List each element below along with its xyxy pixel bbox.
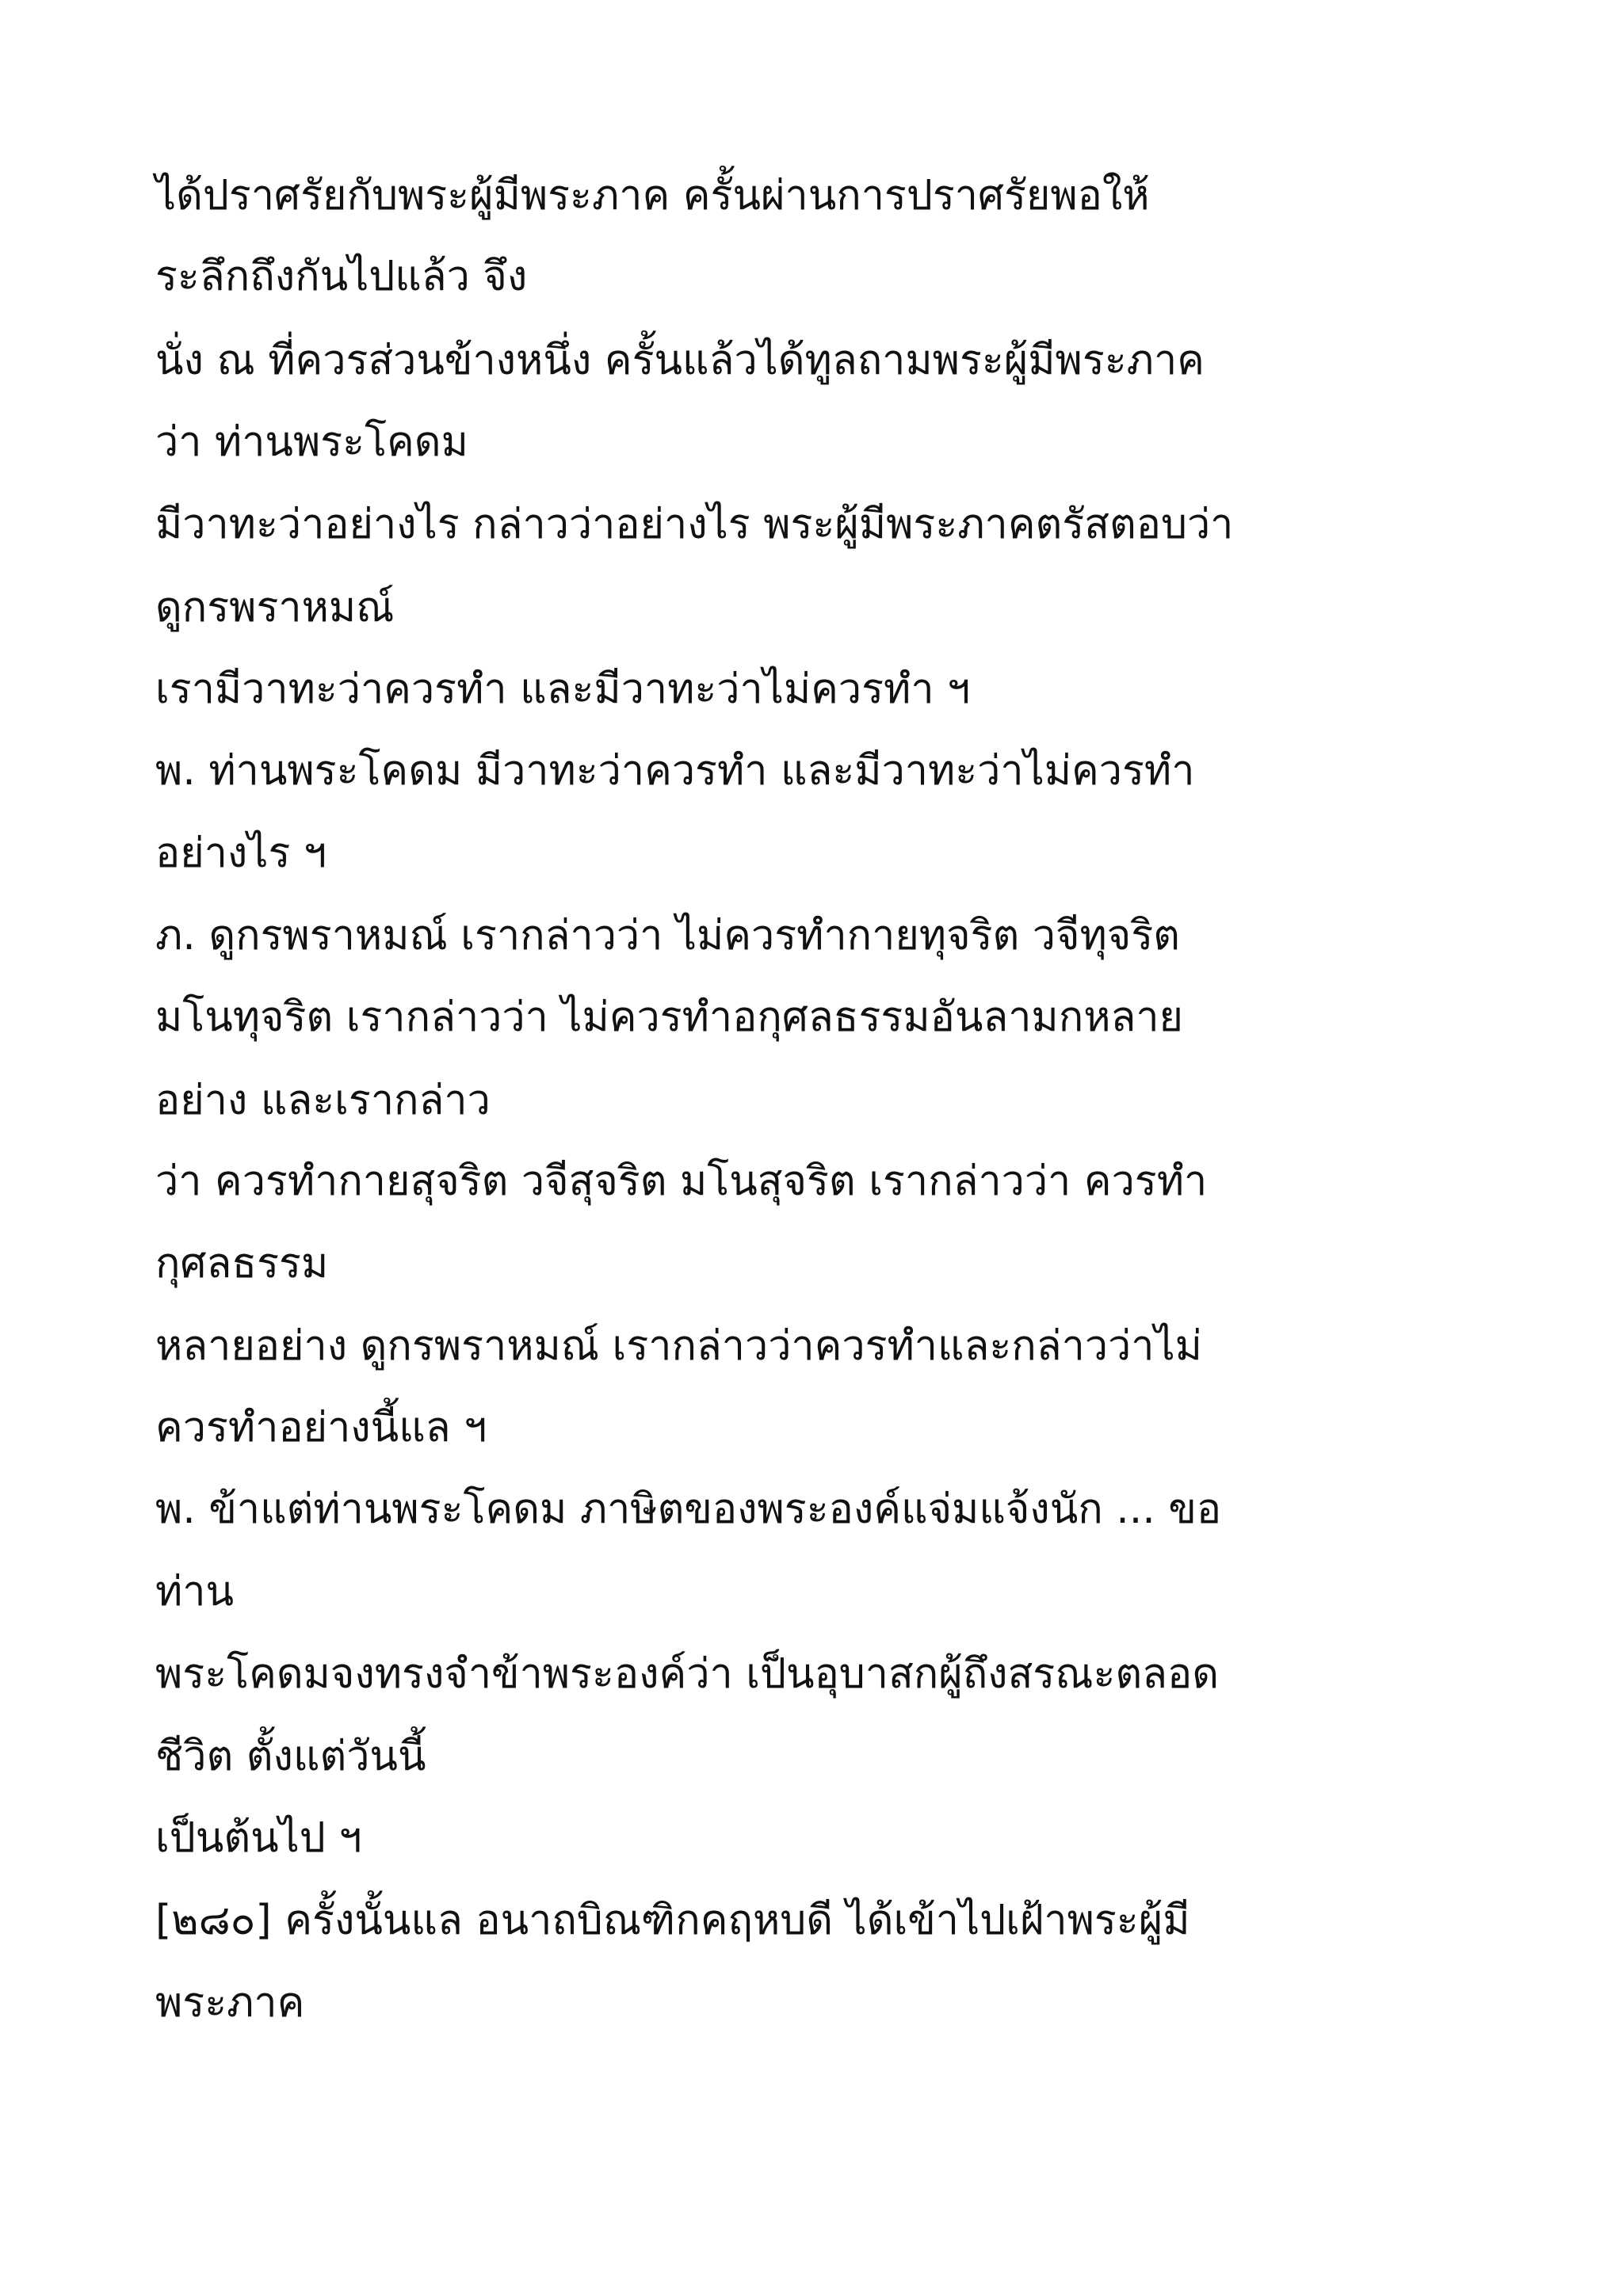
text-line-20: ชีวิต ตั้งแต่วันนี้: [155, 1733, 426, 1780]
text-line-18: ท่าน: [155, 1568, 235, 1615]
text-line-3: นั่ง ณ ที่ควรส่วนข้างหนึ่ง ครั้นแล้วได้ทูลถามพระผู้มีพระภาค: [155, 337, 1205, 384]
text-line-7: เรามีวาทะว่าควรทำ และมีวาทะว่าไม่ควรทำ ฯ: [155, 666, 971, 713]
text-line-9: อย่างไร ฯ: [155, 830, 327, 877]
text-line-5: มีวาทะว่าอย่างไร กล่าวว่าอย่างไร พระผู้มีพระภาคตรัสตอบว่า: [155, 501, 1234, 548]
text-line-10: ภ. ดูกรพราหมณ์ เรากล่าวว่า ไม่ควรทำกายทุจริต วจีทุจริต: [155, 912, 1180, 959]
text-line-23: พระภาค: [155, 1979, 305, 2027]
text-line-22: [๒๘๐] ครั้งนั้นแล อนาถบิณฑิกคฤหบดี ได้เข้าไปเฝ้าพระผู้มี: [155, 1897, 1190, 1944]
text-line-14: กุศลธรรม: [155, 1240, 329, 1287]
text-line-17: พ. ข้าแต่ท่านพระโคดม ภาษิตของพระองค์แจ่มแจ้งนัก ... ขอ: [155, 1486, 1222, 1533]
text-line-11: มโนทุจริต เรากล่าวว่า ไม่ควรทำอกุศลธรรมอันลามกหลาย: [155, 994, 1184, 1041]
text-line-2: ระลึกถึงกันไปแล้ว จึง: [155, 253, 528, 300]
text-line-16: ควรทำอย่างนี้แล ฯ: [155, 1404, 487, 1451]
text-line-21: เป็นต้นไป ฯ: [155, 1814, 362, 1862]
text-line-8: พ. ท่านพระโคดม มีวาทะว่าควรทำ และมีวาทะว่าไม่ควรทำ: [155, 747, 1195, 795]
text-line-19: พระโคดมจงทรงจำข้าพระองค์ว่า เป็นอุบาสกผู้ถึงสรณะตลอด: [155, 1650, 1220, 1698]
text-line-12: อย่าง และเรากล่าว: [155, 1077, 491, 1124]
text-line-6: ดูกรพราหมณ์: [155, 584, 395, 631]
text-line-4: ว่า ท่านพระโคดม: [155, 418, 468, 466]
text-line-1: ได้ปราศรัยกับพระผู้มีพระภาค ครั้นผ่านการปราศรัยพอให้: [155, 172, 1150, 219]
text-line-13: ว่า ควรทำกายสุจริต วจีสุจริต มโนสุจริต เรากล่าวว่า ควรทำ: [155, 1158, 1208, 1205]
text-line-15: หลายอย่าง ดูกรพราหมณ์ เรากล่าวว่าควรทำและกล่าวว่าไม่: [155, 1322, 1202, 1370]
